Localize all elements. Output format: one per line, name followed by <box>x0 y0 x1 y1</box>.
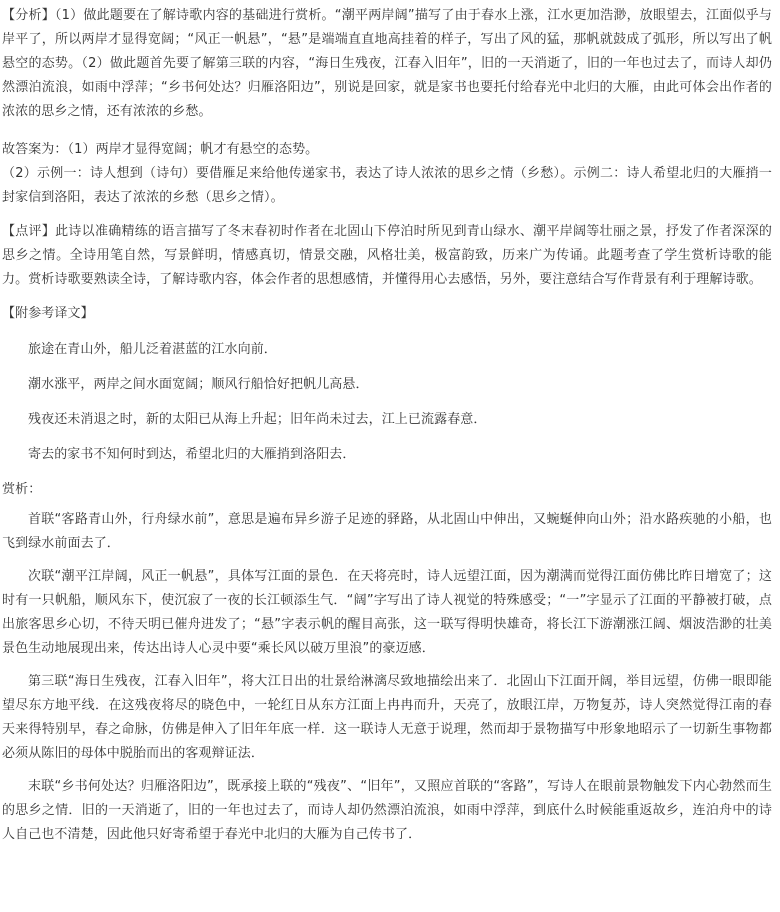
appreciation-body <box>2 508 772 847</box>
appreciation-paragraph-2: 次联“潮平江岸阔，风正一帆悬”，具体写江面的景色．在天将亮时，诗人远望江面，因为潮满而觉得江面仿佛比昨日增宽了；这时有一只帆船，顺风东下，使沉寂了一夜的长江顿添生气．“阔”字写出了诗人视觉的特殊感受；“一”字显示了江面的平静被打破，点出旅客思乡心切，不待天明已催舟进发了；“悬”字表示帆的醒目高张，这一联写得明快雄奇，将长江下游潮涨江阔、烟波浩渺的壮美景色生动地展现出来，传达出诗人心灵中要“乘长风以破万里浪”的豪迈感． <box>2 569 772 656</box>
appreciation-label: 赏析： <box>2 482 42 497</box>
appreciation-paragraph-1: 首联“客路青山外，行舟绿水前”，意思是遍布异乡游子足迹的驿路，从北固山中伸出，又蜿蜒伸向山外；沿水路疾驰的小船，也飞到绿水前面去了． <box>2 512 772 551</box>
translation-line-1: 旅途在青山外，船儿泛着湛蓝的江水向前． <box>28 342 277 357</box>
answer-line-1: 故答案为：（1）两岸才显得宽阔；帆才有悬空的态势。 <box>2 142 319 157</box>
comment-paragraph: 【点评】此诗以准确精练的语言描写了冬末春初时作者在北固山下停泊时所见到青山绿水、潮平岸阔等壮丽之景，抒发了作者深深的思乡之情。全诗用笔自然，写景鲜明，情感真切，情景交融，风格壮美，极富韵致，历来广为传诵。此题考查了学生赏析诗歌的能力。赏析诗歌要熟读全诗，了解诗歌内容，体会作者的思想感情，并懂得用心去感悟，另外，要注意结合写作背景有利于理解诗歌。 <box>2 224 772 287</box>
translation-line-4: 寄去的家书不知何时到达，希望北归的大雁捎到洛阳去． <box>28 447 356 462</box>
translation-list <box>2 338 772 467</box>
appreciation-paragraph-3: 第三联“海日生残夜，江春入旧年”，将大江日出的壮景给淋漓尽致地描绘出来了．北固山下江面开阔，举目远望，仿佛一眼即能望尽东方地平线．在这残夜将尽的晓色中，一轮红日从东方江面上冉冉而升，天亮了，放眼江岸，万物复苏，诗人突然觉得江南的春天来得特别早，春之命脉，仿佛是伸入了旧年年底一样．这一联诗人无意于说理，然而却于景物描写中形象地昭示了一切新生事物都必须从陈旧的母体中脱胎而出的客观辩证法． <box>2 674 772 761</box>
analysis-paragraph: 【分析】（1）做此题要在了解诗歌内容的基础进行赏析。“潮平两岸阔”描写了由于春水上涨，江水更加浩渺，放眼望去，江面似乎与岸平了，所以两岸才显得宽阔；“风正一帆悬”，“悬”是端端直直地高挂着的样子，写出了风的猛，那帆就鼓成了弧形，所以写出了帆悬空的态势。（2）做此题首先要了解第三联的内容，“海日生残夜，江春入旧年”，旧的一天消逝了，旧的一年也过去了，而诗人却仍然漂泊流浪，如雨中浮萍；“乡书何处达？归雁洛阳边”，别说是回家，就是家书也要托付给春光中北归的大雁，由此可体会出作者的浓浓的思乡之情，还有浓浓的乡愁。 <box>2 8 772 119</box>
translation-line-2: 潮水涨平，两岸之间水面宽阔；顺风行船恰好把帆儿高悬． <box>28 377 369 392</box>
appreciation-paragraph-4: 末联“乡书何处达？归雁洛阳边”，既承接上联的“残夜”、“旧年”，又照应首联的“客路”，写诗人在眼前景物触发下内心勃然而生的思乡之情．旧的一天消逝了，旧的一年也过去了，而诗人却仍然漂泊流浪，如雨中浮萍，到底什么时候能重返故乡，连泊舟中的诗人自己也不清楚，因此他只好寄希望于春光中北归的大雁为自己传书了． <box>2 779 772 842</box>
answer-line-2: （2）示例一：诗人想到（诗句）要借雁足来给他传递家书，表达了诗人浓浓的思乡之情（乡愁）。示例二：诗人希望北归的大雁捎一封家信到洛阳，表达了浓浓的乡愁（思乡之情）。 <box>2 166 772 205</box>
translation-heading: 【附参考译文】 <box>2 306 94 321</box>
translation-line-3: 残夜还未消退之时，新的太阳已从海上升起；旧年尚未过去，江上已流露春意． <box>28 412 487 427</box>
answer-section <box>2 138 772 210</box>
